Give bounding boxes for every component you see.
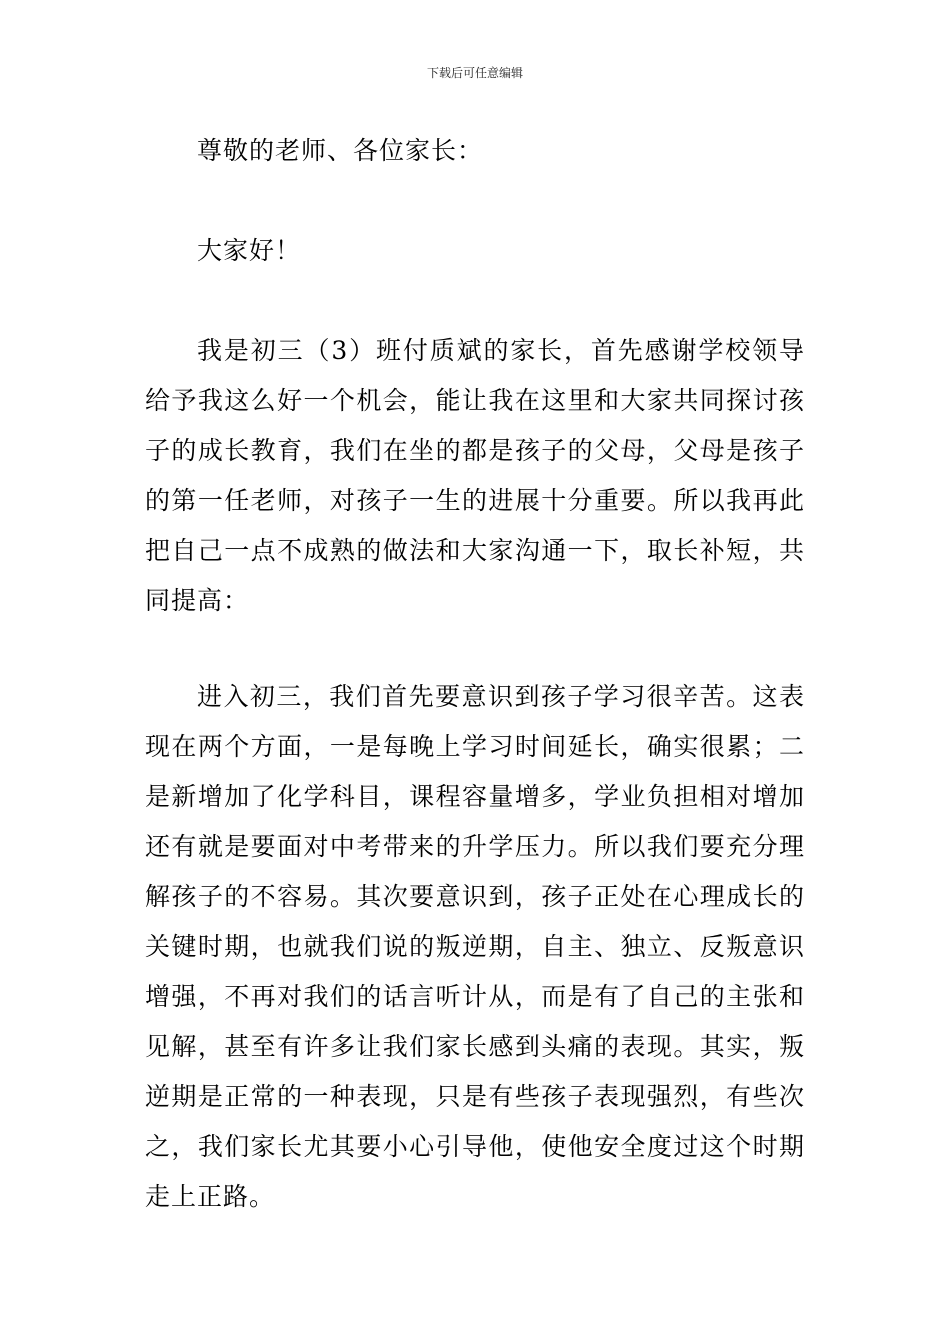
intro-text: 我是初三（3）班付质斌的家长，首先感谢学校领导给予我这么好一个机会，能让我在这里和大家共同探讨孩子的成长教育，我们在坐的都是孩子的父母，父母是孩子的第一任老师，对孩子一生的进展十分重要。所以我再此把自己一点不成熟的做法和大家沟通一下，取长补短，共同提高： bbox=[145, 336, 805, 615]
salutation-text: 尊敬的老师、各位家长： bbox=[197, 136, 484, 165]
document-paragraph-body bbox=[145, 672, 805, 1222]
body-text: 进入初三，我们首先要意识到孩子学习很辛苦。这表现在两个方面，一是每晚上学习时间延长，确实很累；二是新增加了化学科目，课程容量增多，学业负担相对增加还有就是要面对中考带来的升学压力。所以我们要充分理解孩子的不容易。其次要意识到，孩子正处在心理成长的关键时期，也就我们说的叛逆期，自主、独立、反叛意识增强，不再对我们的话言听计从，而是有了自己的主张和见解，甚至有许多让我们家长感到头痛的表现。其实，叛逆期是正常的一种表现，只是有些孩子表现强烈，有些次之，我们家长尤其要小心引导他，使他安全度过这个时期走上正路。 bbox=[145, 682, 805, 1211]
greeting-text: 大家好！ bbox=[197, 236, 302, 265]
document-paragraph-greeting bbox=[145, 226, 805, 276]
document-paragraph-intro bbox=[145, 326, 805, 626]
document-paragraph-salutation bbox=[145, 126, 805, 176]
page-header-note: 下载后可任意编辑 bbox=[426, 66, 523, 80]
